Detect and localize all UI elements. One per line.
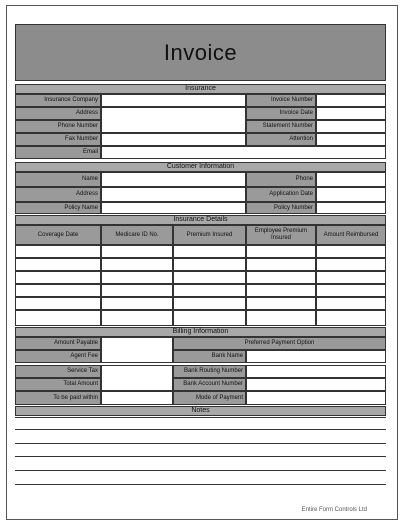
field-to-be-paid-within[interactable] <box>101 391 173 405</box>
label-invoice-number: Invoice Number <box>246 94 316 107</box>
details-cell[interactable] <box>173 284 246 297</box>
details-cell[interactable] <box>173 310 246 326</box>
details-cell[interactable] <box>15 297 101 310</box>
notes-line <box>15 456 386 457</box>
notes-line <box>15 417 386 418</box>
details-cell[interactable] <box>101 258 173 271</box>
invoice-title: Invoice <box>163 39 238 65</box>
field-policy-name[interactable] <box>101 202 246 214</box>
label-insurance-company: Insurance Company <box>15 94 101 107</box>
notes-line <box>15 443 386 444</box>
label-bank-routing-number: Bank Routing Number <box>173 365 246 378</box>
field-bank-account-number[interactable] <box>246 378 386 391</box>
details-cell[interactable] <box>15 310 101 326</box>
label-bank-name: Bank Name <box>173 350 246 363</box>
field-phone[interactable] <box>316 172 386 187</box>
details-cell[interactable] <box>246 284 316 297</box>
details-cell[interactable] <box>173 258 246 271</box>
col-header-coverage-date: Coverage Date <box>15 225 101 245</box>
label-invoice-date: Invoice Date <box>246 107 316 120</box>
section-billing: Billing Information <box>15 327 386 337</box>
details-cell[interactable] <box>101 245 173 258</box>
field-policy-number[interactable] <box>316 202 386 214</box>
col-header-medicare-id: Medicare ID No. <box>101 225 173 245</box>
details-cell[interactable] <box>101 310 173 326</box>
field-bank-name[interactable] <box>246 350 386 363</box>
label-statement-number: Statement Number <box>246 120 316 133</box>
label-application-date: Application Date <box>246 187 316 202</box>
label-address: Address <box>15 107 101 120</box>
details-cell[interactable] <box>15 284 101 297</box>
label-bank-account-number: Bank Account Number <box>173 378 246 391</box>
details-cell[interactable] <box>246 310 316 326</box>
details-cell[interactable] <box>15 258 101 271</box>
label-customer-name: Name <box>15 172 101 187</box>
details-cell[interactable] <box>101 284 173 297</box>
details-cell[interactable] <box>316 284 386 297</box>
details-cell[interactable] <box>173 271 246 284</box>
label-agent-fee: Agent Fee <box>15 350 101 363</box>
label-policy-number: Policy Number <box>246 202 316 214</box>
details-cell[interactable] <box>316 258 386 271</box>
details-cell[interactable] <box>316 245 386 258</box>
col-header-amount-reimbursed: Amount Reimbursed <box>316 225 386 245</box>
section-customer: Customer Information <box>15 162 386 172</box>
label-email: Email <box>15 146 101 159</box>
field-invoice-number[interactable] <box>316 94 386 107</box>
field-mode-of-payment[interactable] <box>246 391 386 405</box>
notes-line <box>15 429 386 430</box>
label-preferred-payment-option: Preferred Payment Option <box>173 337 386 350</box>
title-band <box>15 24 386 81</box>
label-total-amount: Total Amount <box>15 378 101 391</box>
field-attention[interactable] <box>316 133 386 146</box>
details-cell[interactable] <box>173 245 246 258</box>
field-insurance-company[interactable] <box>101 94 246 107</box>
field-customer-address[interactable] <box>101 187 246 202</box>
details-cell[interactable] <box>246 245 316 258</box>
section-insurance-details: Insurance Details <box>15 215 386 225</box>
details-cell[interactable] <box>316 297 386 310</box>
field-amount-payable[interactable] <box>101 337 173 363</box>
details-cell[interactable] <box>246 271 316 284</box>
section-insurance: Insurance <box>15 84 386 94</box>
details-cell[interactable] <box>173 297 246 310</box>
details-cell[interactable] <box>246 258 316 271</box>
label-phone-number: Phone Number <box>15 120 101 133</box>
label-service-tax: Service Tax <box>15 365 101 378</box>
label-phone: Phone <box>246 172 316 187</box>
section-notes: Notes <box>15 406 386 416</box>
details-cell[interactable] <box>101 297 173 310</box>
col-header-premium-insured: Premium Insured <box>173 225 246 245</box>
label-policy-name: Policy Name <box>15 202 101 214</box>
details-cell[interactable] <box>15 245 101 258</box>
details-cell[interactable] <box>101 271 173 284</box>
notes-line <box>15 470 386 471</box>
details-cell[interactable] <box>15 271 101 284</box>
field-statement-number[interactable] <box>316 120 386 133</box>
label-to-be-paid-within: To be paid within <box>15 391 101 405</box>
details-cell[interactable] <box>246 297 316 310</box>
col-header-employee-premium: Employee Premium Insured <box>246 225 316 245</box>
label-fax-number: Fax Number <box>15 133 101 146</box>
field-address[interactable] <box>101 107 246 133</box>
field-application-date[interactable] <box>316 187 386 202</box>
details-cell[interactable] <box>316 271 386 284</box>
notes-line <box>15 484 386 485</box>
label-customer-address: Address <box>15 187 101 202</box>
label-amount-payable: Amount Payable <box>15 337 101 350</box>
field-fax-number[interactable] <box>101 133 246 146</box>
field-email[interactable] <box>101 146 386 159</box>
field-invoice-date[interactable] <box>316 107 386 120</box>
footer-credit: Entire Form Controls Ltd <box>301 507 367 513</box>
field-customer-name[interactable] <box>101 172 246 187</box>
label-mode-of-payment: Mode of Payment <box>173 391 246 405</box>
details-cell[interactable] <box>316 310 386 326</box>
label-attention: Attention <box>246 133 316 146</box>
field-bank-routing-number[interactable] <box>246 365 386 378</box>
field-service-tax[interactable] <box>101 365 173 391</box>
